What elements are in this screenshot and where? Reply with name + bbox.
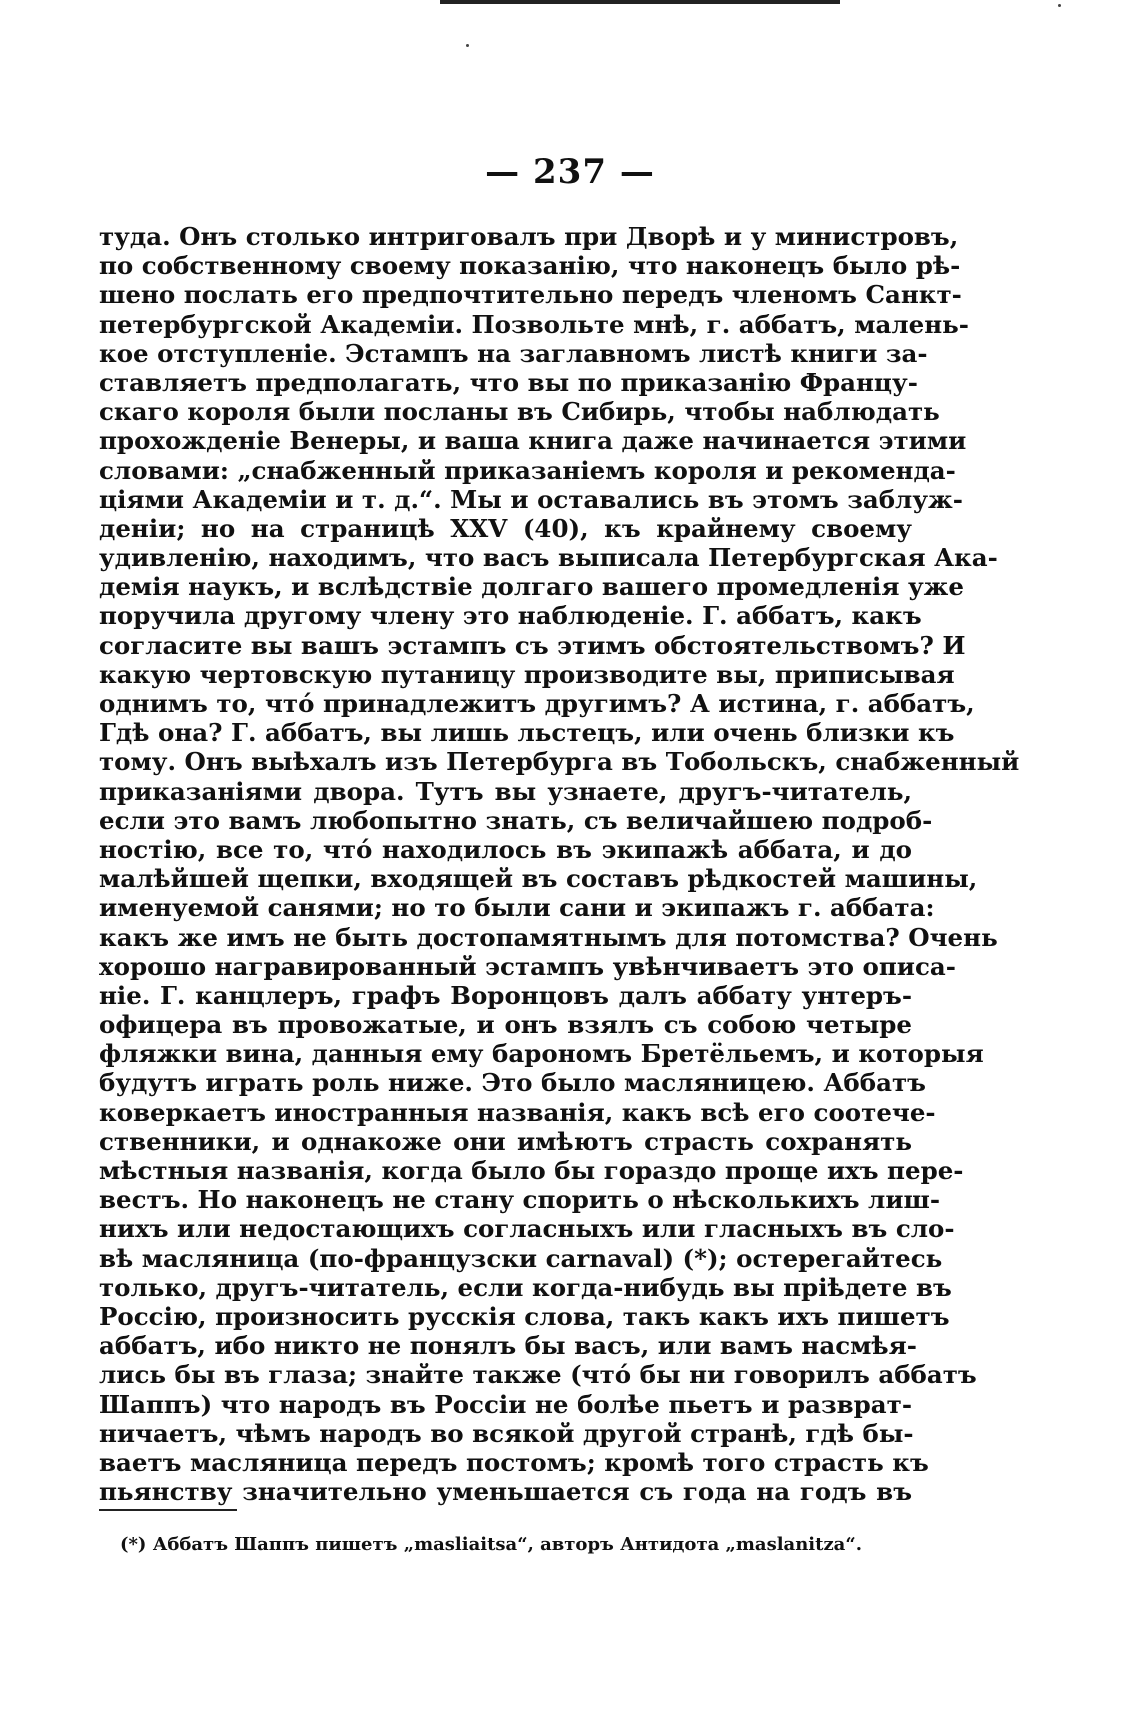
text-line: ничаетъ, чѣмъ народъ во всякой другой странѣ, гдѣ бы- <box>99 1418 914 1448</box>
text-line: словами: „снабженный приказаніемъ короля и рекоменда- <box>99 455 956 485</box>
text-line: прохожденіе Венеры, и ваша книга даже начинается этими <box>99 426 967 456</box>
text-line: приказаніями двора. Тутъ вы узнаете, другъ-читатель, <box>99 776 912 806</box>
text-line: ваетъ масляница передъ постомъ; кромѣ того страсть къ <box>99 1447 929 1477</box>
text-line: пьянству значительно уменьшается съ года на годъ въ <box>99 1477 912 1507</box>
top-edge-rule <box>440 0 840 4</box>
text-line: ніе. Г. канцлеръ, графъ Воронцовъ далъ аббату унтеръ- <box>99 980 912 1010</box>
text-line: демія наукъ, и вслѣдствіе долгаго вашего промедленія уже <box>99 572 964 602</box>
text-line: туда. Онъ столько интриговалъ при Дворѣ и у министровъ, <box>99 222 959 251</box>
text-line: вестъ. Но наконецъ не стану спорить о нѣсколькихъ лиш- <box>99 1185 940 1215</box>
main-text-block <box>99 222 1020 1507</box>
text-line: офицера въ провожатые, и онъ взялъ съ собою четыре <box>99 1010 912 1040</box>
text-line: деніи; но на страницѣ XXV (40), къ крайнему своему <box>99 513 912 543</box>
text-line: какую чертовскую путаницу производите вы, приписывая <box>99 659 955 689</box>
text-line: вѣ масляница (по-французски carnaval) (*); остерегайтесь <box>99 1243 943 1273</box>
scan-speck <box>1058 4 1061 7</box>
text-line: скаго короля были посланы въ Сибирь, чтобы наблюдать <box>99 397 940 427</box>
text-line: хорошо награвированный эстампъ увѣнчиваетъ это описа- <box>99 951 956 981</box>
scan-speck <box>466 44 469 47</box>
text-line: поручила другому члену это наблюденіе. Г. аббатъ, какъ <box>99 601 922 631</box>
text-line: кое отступленіе. Эстампъ на заглавномъ листѣ книги за- <box>99 338 928 368</box>
text-line: Россію, произносить русскія слова, такъ какъ ихъ пишетъ <box>99 1301 950 1331</box>
page-number: — 237 — <box>485 152 655 192</box>
text-line: аббатъ, ибо никто не понялъ бы васъ, или вамъ насмѣя- <box>99 1331 917 1361</box>
text-line: какъ же имъ не быть достопамятнымъ для потомства? Очень <box>99 922 998 952</box>
text-line: согласите вы вашъ эстампъ съ этимъ обстоятельствомъ? И <box>99 630 966 660</box>
text-line: удивленію, находимъ, что васъ выписала Петербургская Ака- <box>99 543 998 573</box>
text-line: будутъ играть роль ниже. Это было масляницею. Аббатъ <box>99 1068 926 1098</box>
text-line: если это вамъ любопытно знать, съ величайшею подроб- <box>99 805 933 835</box>
text-line: шено послать его предпочтительно передъ членомъ Санкт- <box>99 280 962 310</box>
text-line: Шаппъ) что народъ въ Россіи не болѣе пьетъ и разврат- <box>99 1389 912 1419</box>
text-line: только, другъ-читатель, если когда-нибудь вы пріѣдете въ <box>99 1272 952 1302</box>
text-line: тому. Онъ выѣхалъ изъ Петербурга въ Тобольскъ, снабженный <box>99 747 1020 777</box>
text-line: именуемой санями; но то были сани и экипажъ г. аббата: <box>99 893 935 923</box>
text-line: лись бы въ глаза; знайте также (чтó бы ни говорилъ аббатъ <box>99 1360 977 1390</box>
text-line: мѣстныя названія, когда было бы гораздо проще ихъ пере- <box>99 1156 964 1185</box>
text-line: малѣйшей щепки, входящей въ составъ рѣдкостей машины, <box>99 864 978 894</box>
text-line: ціями Академіи и т. д.“. Мы и оставались въ этомъ заблуж- <box>99 484 963 514</box>
text-line: Гдѣ она? Г. аббатъ, вы лишь льстецъ, или очень близки къ <box>99 718 955 748</box>
text-line: ставляетъ предполагать, что вы по приказанію Францу- <box>99 367 918 397</box>
text-line: нихъ или недостающихъ согласныхъ или гласныхъ въ сло- <box>99 1214 955 1244</box>
text-line: ственники, и однакоже они имѣютъ страсть сохранять <box>99 1126 912 1156</box>
footnote-separator <box>99 1509 237 1511</box>
text-line: ностію, все то, чтó находилось въ экипажѣ аббата, и до <box>99 834 912 864</box>
text-line: петербургской Академіи. Позвольте мнѣ, г. аббатъ, малень- <box>99 309 969 339</box>
text-line: однимъ то, чтó принадлежитъ другимъ? А истина, г. аббатъ, <box>99 689 975 718</box>
text-line: фляжки вина, данныя ему барономъ Бретёльемъ, и которыя <box>99 1039 984 1069</box>
footnote: (*) Аббатъ Шаппъ пишетъ „masliaitsa“, авторъ Антидота „maslanitza“. <box>120 1534 862 1555</box>
text-line: коверкаетъ иностранныя названія, какъ всѣ его соотече- <box>99 1097 936 1127</box>
text-line: по собственному своему показанію, что наконецъ было рѣ- <box>99 251 961 281</box>
